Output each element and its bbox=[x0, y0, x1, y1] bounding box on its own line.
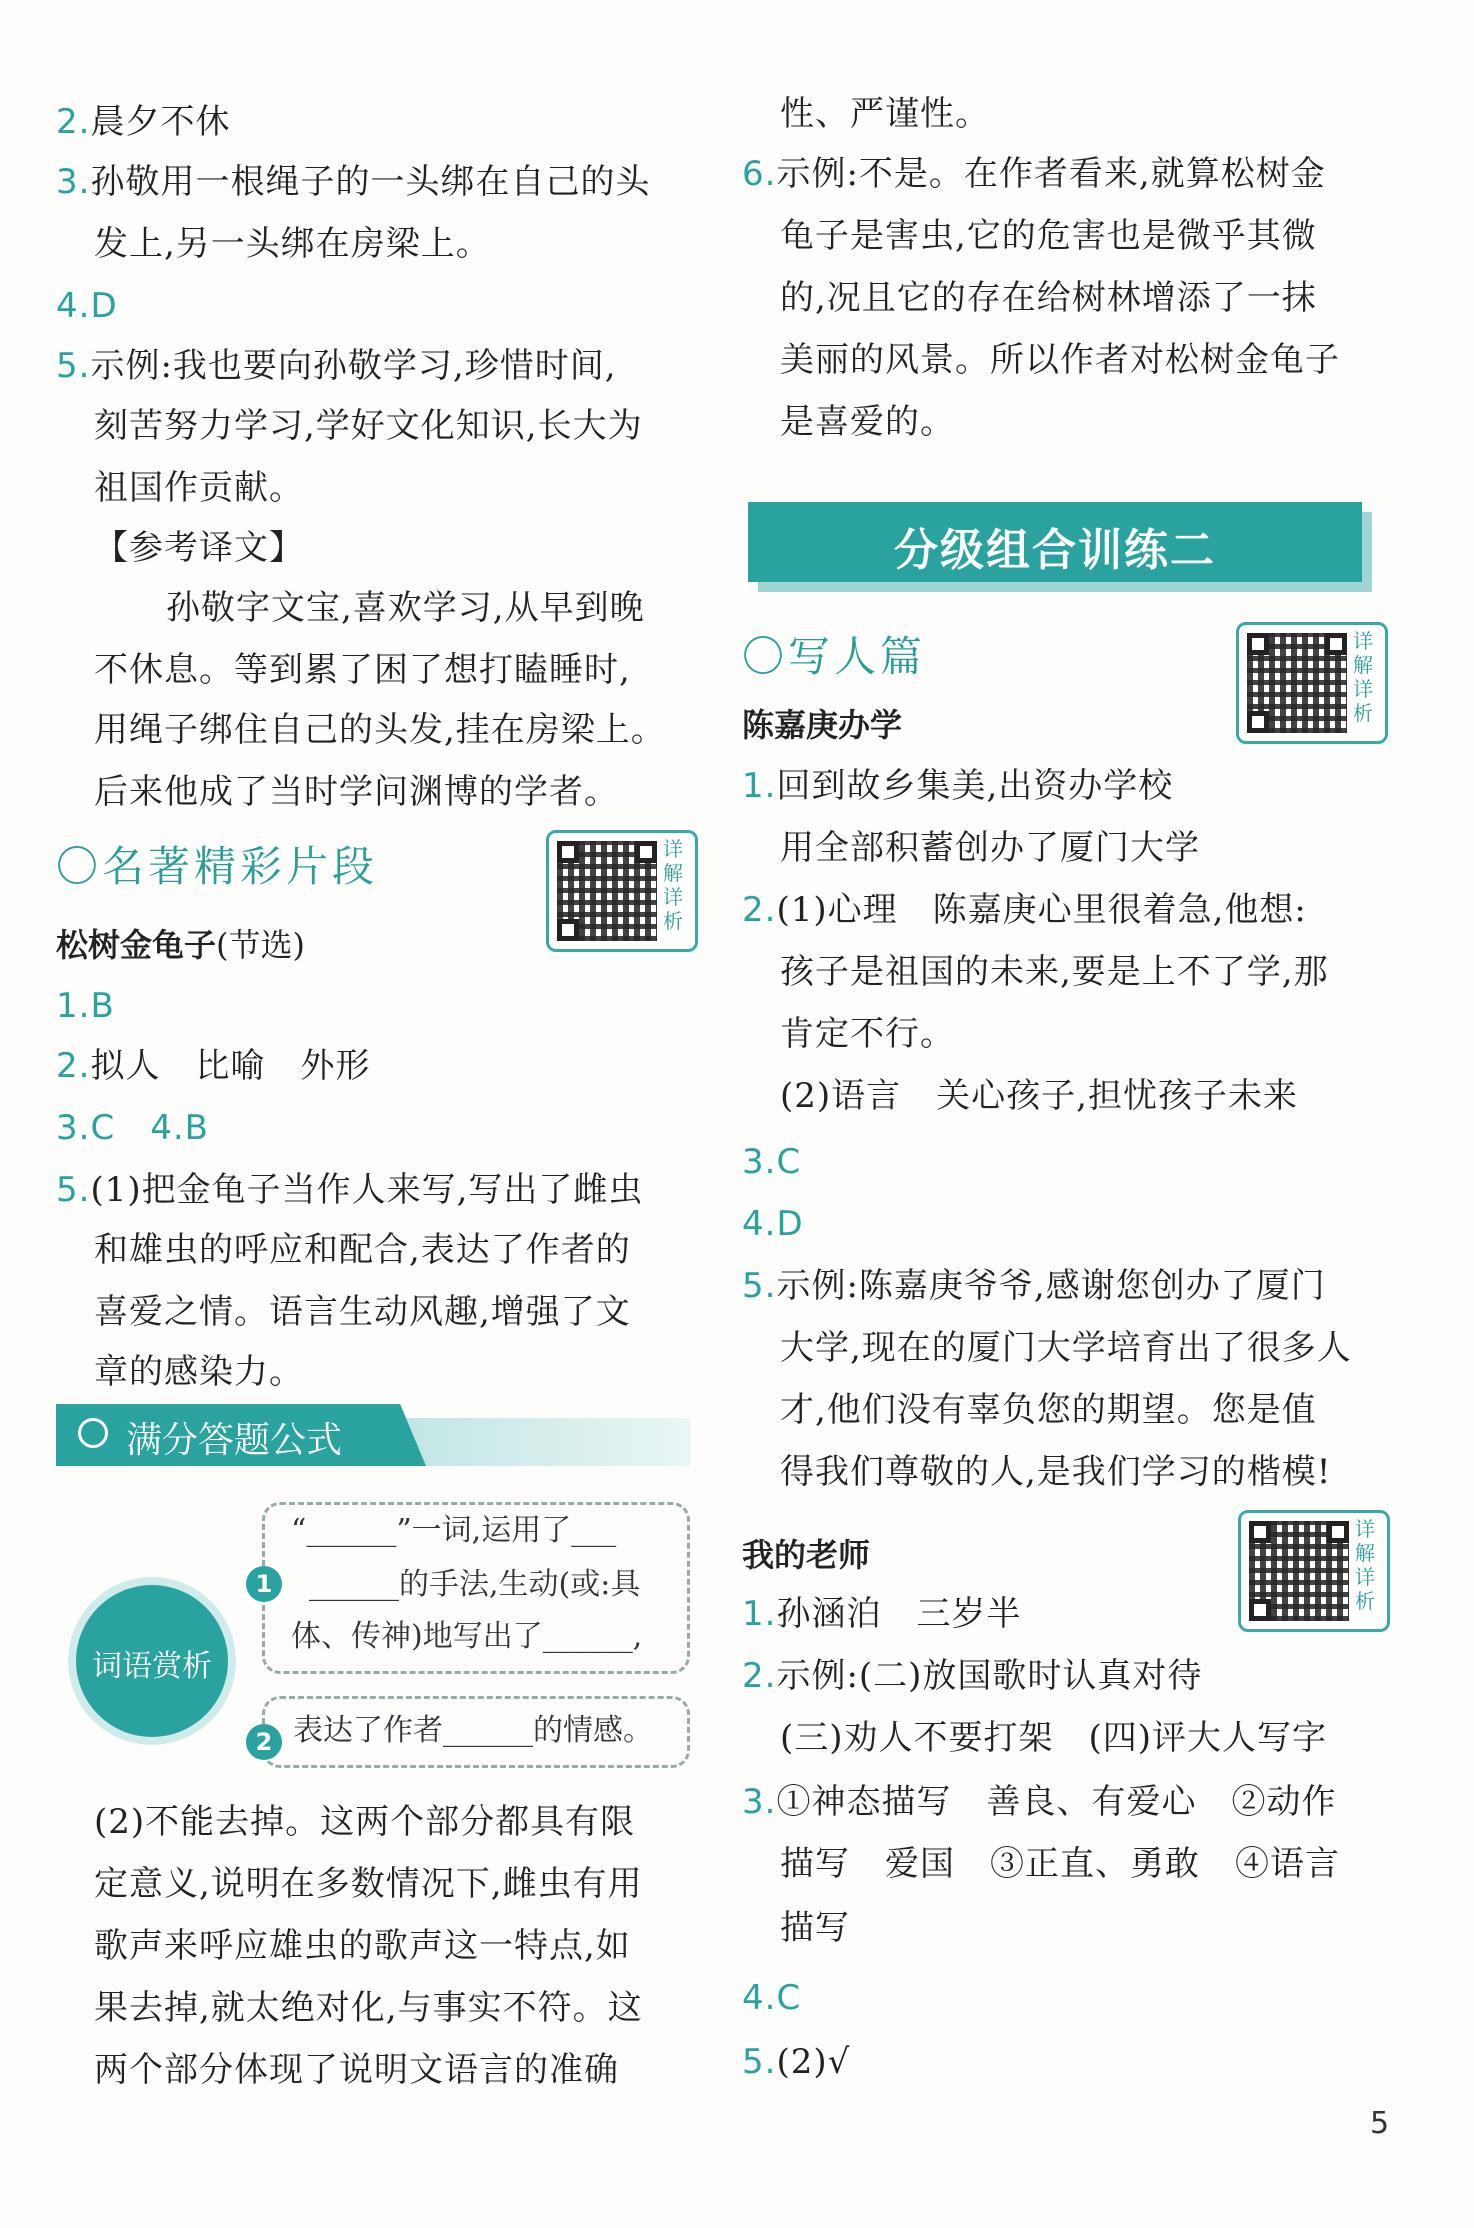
qr-finder-icon bbox=[557, 841, 579, 863]
answer-line: 歌声来呼应雄虫的歌声这一特点,如 bbox=[94, 1926, 631, 1966]
translation-line: 用绳子绑住自己的头发,挂在房梁上。 bbox=[94, 710, 666, 750]
answer-line: (2)不能去掉。这两个部分都具有限 bbox=[94, 1802, 636, 1842]
qr-finder-icon bbox=[635, 841, 657, 863]
answer-line: 祖国作贡献。 bbox=[94, 468, 304, 508]
clock-icon bbox=[78, 1418, 108, 1448]
answer-line: 果去掉,就太绝对化,与事实不符。这 bbox=[94, 1988, 643, 2028]
sub-title: 松树金龟子(节选) bbox=[56, 926, 305, 964]
answer-line: 3.C 4.B bbox=[56, 1108, 209, 1148]
answer-line: 得我们尊敬的人,是我们学习的楷模! bbox=[780, 1452, 1332, 1492]
answer-line: 5.示例:陈嘉庚爷爷,感谢您创办了厦门 bbox=[742, 1266, 1326, 1306]
answer-line: 3.孙敬用一根绳子的一头绑在自己的头 bbox=[56, 162, 651, 202]
answer-line: 刻苦努力学习,学好文化知识,长大为 bbox=[94, 406, 643, 446]
formula-banner-text: 满分答题公式 bbox=[126, 1420, 343, 1461]
answer-line: 2.拟人 比喻 外形 bbox=[56, 1046, 371, 1086]
formula-circle bbox=[76, 1585, 228, 1737]
translation-heading: 【参考译文】 bbox=[94, 528, 304, 568]
formula-text: 表达了作者______的情感。 bbox=[293, 1713, 653, 1748]
answer-line: 的,况且它的存在给树林增添了一抹 bbox=[780, 278, 1317, 318]
answer-line: 4.D bbox=[56, 286, 118, 326]
sub-title: 我的老师 bbox=[742, 1536, 871, 1574]
qr-finder-icon bbox=[1327, 1521, 1349, 1543]
formula-text: 体、传神)地写出了______, bbox=[291, 1619, 643, 1654]
answer-line: 两个部分体现了说明文语言的准确 bbox=[94, 2050, 619, 2090]
formula-text: “______”一词,运用了___ bbox=[291, 1513, 617, 1548]
answer-line: 2.示例:(二)放国歌时认真对待 bbox=[742, 1656, 1203, 1696]
translation-line: 后来他成了当时学问渊博的学者。 bbox=[94, 772, 619, 812]
qr-code[interactable] bbox=[1236, 622, 1388, 744]
answer-line: 1.B bbox=[56, 986, 115, 1026]
qr-code[interactable] bbox=[546, 830, 698, 952]
training-banner-text: 分级组合训练二 bbox=[894, 525, 1216, 576]
formula-box-2 bbox=[262, 1696, 690, 1768]
qr-finder-icon bbox=[557, 919, 579, 941]
answer-line: 描写 爱国 ③正直、勇敢 ④语言 bbox=[780, 1844, 1340, 1884]
answer-line: 龟子是害虫,它的危害也是微乎其微 bbox=[780, 216, 1317, 256]
answer-line: 美丽的风景。所以作者对松树金龟子 bbox=[780, 340, 1340, 380]
answer-line: 5.示例:我也要向孙敬学习,珍惜时间, bbox=[56, 346, 617, 386]
qr-finder-icon bbox=[1249, 1599, 1271, 1621]
qr-finder-icon bbox=[1247, 633, 1269, 655]
step-badge: 1 bbox=[246, 1566, 282, 1602]
answer-line: 定意义,说明在多数情况下,雌虫有用 bbox=[94, 1864, 643, 1904]
banner-fade bbox=[386, 1418, 690, 1466]
training-banner bbox=[748, 502, 1372, 592]
answer-line: 1.孙涵泊 三岁半 bbox=[742, 1594, 1022, 1634]
qr-label: 详解详析 bbox=[663, 837, 683, 933]
answer-line: 章的感染力。 bbox=[94, 1352, 304, 1392]
answer-line: 3.C bbox=[742, 1142, 802, 1182]
answer-line: 4.C bbox=[742, 1978, 802, 2018]
qr-finder-icon bbox=[1249, 1521, 1271, 1543]
answer-line: 5.(2)√ bbox=[742, 2042, 851, 2082]
sub-title: 陈嘉庚办学 bbox=[742, 706, 903, 744]
answer-line: 孩子是祖国的未来,要是上不了学,那 bbox=[780, 952, 1329, 992]
section-title: 〇名著精彩片段 bbox=[56, 842, 379, 891]
answer-line: (三)劝人不要打架 (四)评大人写字 bbox=[780, 1718, 1328, 1758]
answer-line: 6.示例:不是。在作者看来,就算松树金 bbox=[742, 154, 1326, 194]
formula-banner bbox=[56, 1404, 690, 1470]
answer-line: 5.(1)把金龟子当作人来写,写出了雌虫 bbox=[56, 1170, 644, 1210]
qr-label: 详解详析 bbox=[1355, 1517, 1375, 1613]
page-number: 5 bbox=[1370, 2106, 1390, 2141]
translation-line: 孙敬字文宝,喜欢学习,从早到晚 bbox=[166, 588, 645, 628]
qr-code[interactable] bbox=[1238, 1510, 1390, 1632]
answer-line: 和雄虫的呼应和配合,表达了作者的 bbox=[94, 1230, 631, 1270]
formula-text: ______的手法,生动(或:具 bbox=[309, 1567, 641, 1602]
answer-line: 是喜爱的。 bbox=[780, 402, 955, 442]
formula-box-1 bbox=[262, 1502, 690, 1674]
answer-line: 3.①神态描写 善良、有爱心 ②动作 bbox=[742, 1782, 1337, 1822]
answer-line: 描写 bbox=[780, 1908, 850, 1948]
step-badge: 2 bbox=[246, 1724, 282, 1760]
translation-line: 不休息。等到累了困了想打瞌睡时, bbox=[94, 650, 631, 690]
answer-line: 大学,现在的厦门大学培育出了很多人 bbox=[780, 1328, 1352, 1368]
answer-line: 才,他们没有辜负您的期望。您是值 bbox=[780, 1390, 1317, 1430]
qr-label: 详解详析 bbox=[1353, 629, 1373, 725]
answer-line: 4.D bbox=[742, 1204, 804, 1244]
qr-finder-icon bbox=[1247, 711, 1269, 733]
answer-line: 喜爱之情。语言生动风趣,增强了文 bbox=[94, 1292, 631, 1332]
section-title: 〇写人篇 bbox=[742, 632, 927, 681]
formula-circle-label: 词语赏析 bbox=[92, 1649, 212, 1684]
answer-line: 用全部积蓄创办了厦门大学 bbox=[780, 828, 1200, 868]
answer-line: 性、严谨性。 bbox=[780, 94, 990, 134]
answer-line: 1.回到故乡集美,出资办学校 bbox=[742, 766, 1174, 806]
answer-line: 2.(1)心理 陈嘉庚心里很着急,他想: bbox=[742, 890, 1307, 930]
answer-line: 发上,另一头绑在房梁上。 bbox=[94, 224, 491, 264]
answer-line: 肯定不行。 bbox=[780, 1014, 955, 1054]
qr-finder-icon bbox=[1325, 633, 1347, 655]
answer-line: (2)语言 关心孩子,担忧孩子未来 bbox=[780, 1076, 1298, 1116]
answer-line: 2.晨夕不休 bbox=[56, 102, 231, 142]
